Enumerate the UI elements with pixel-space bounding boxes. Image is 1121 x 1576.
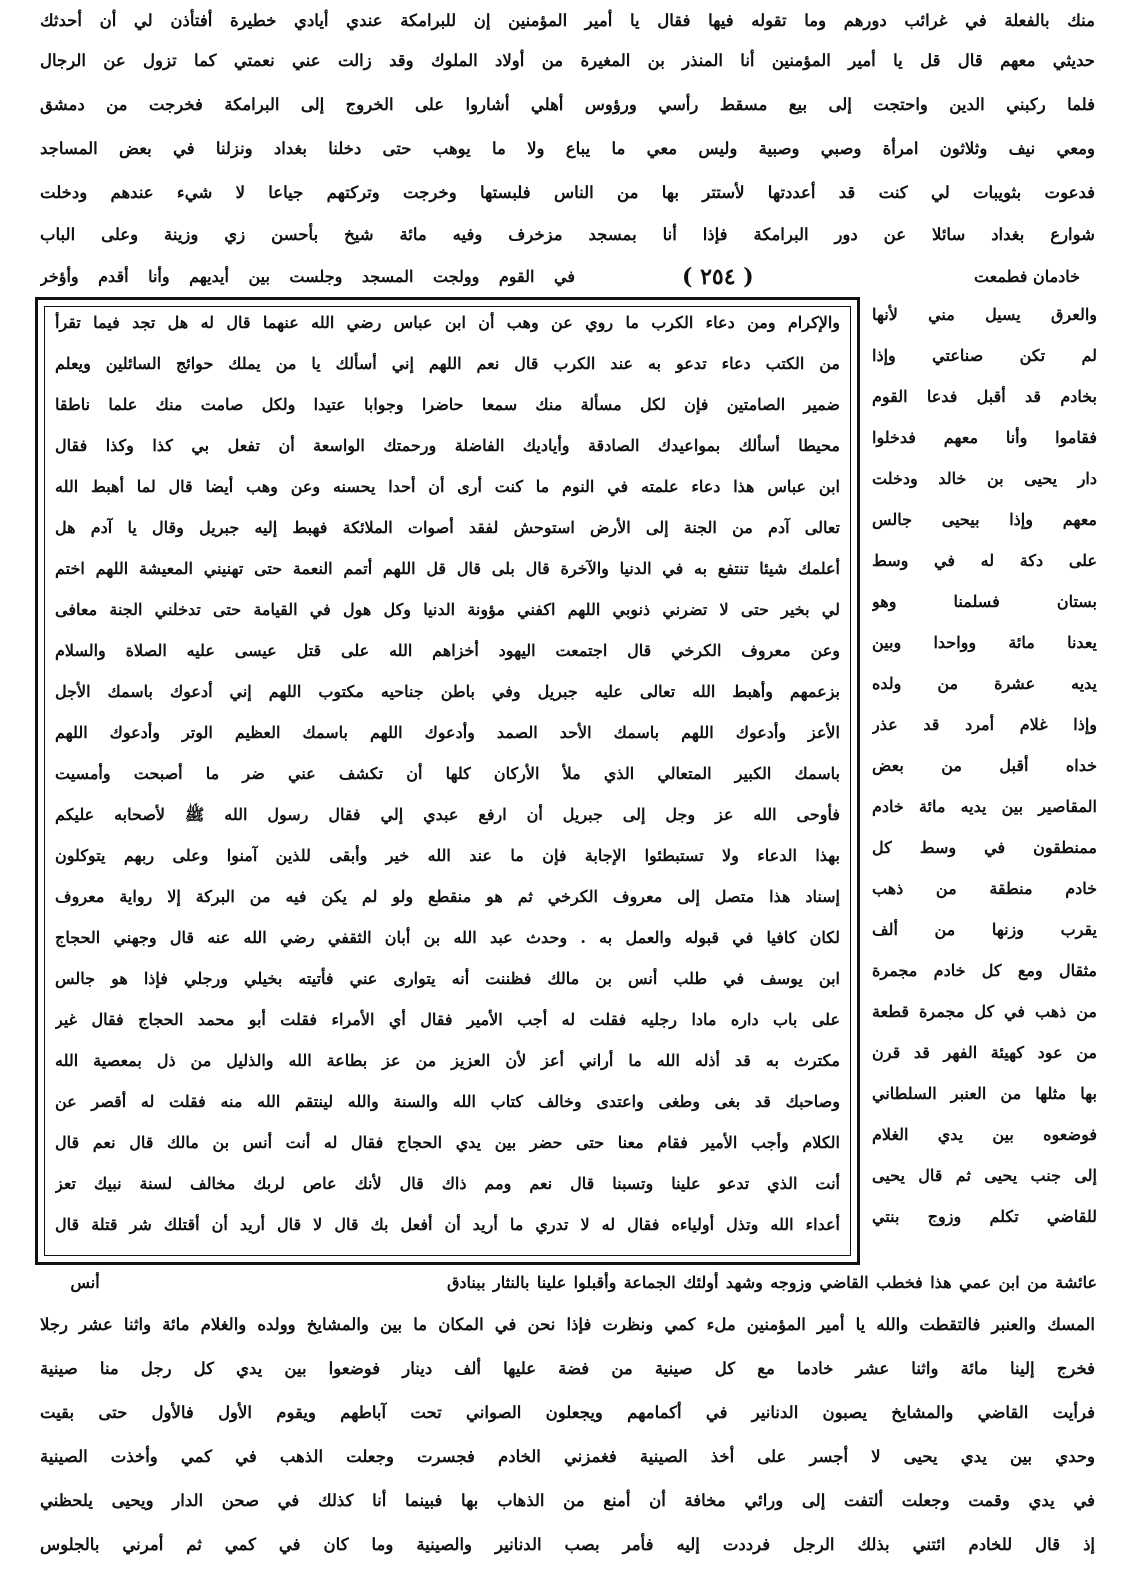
text-line: ومعي نيف وثلاثون امرأة وصبي وصبية وليس معي ما يباع ولا ما يوهب حتى دخلنا بغداد ونزلنا في بعض المساجد [40, 139, 1095, 158]
box-line: مكترث به قد أذله الله ما أراني أعز لأن العزيز من عز بطاعة الله والذليل من ذل بمعصية الله [55, 1051, 840, 1070]
side-line: فوضعوه بين يدي الغلام [872, 1125, 1097, 1144]
running-header [40, 262, 1097, 294]
side-line: من عود كهيئة الفهر قد قرن [872, 1043, 1097, 1062]
page-number: ( ٢٥٤ ) [682, 264, 754, 290]
box-line: وصاحبك قد بغى وطغى واعتدى وخالف كتاب الله والسنة والله لينتقم الله منه فقلت له أقصر عن [55, 1092, 840, 1111]
side-line: معهم وإذا بيحيى جالس [872, 510, 1097, 529]
box-line: ابن يوسف في طلب أنس بن مالك فظننت أنه يتوارى عني فأتيته بخيلي ورجلي فإذا هو جالس [55, 969, 840, 988]
text-line: إذ قال للخادم ائتني بذلك الرجل فرددت إليه فأمر بصب الدنانير والصينية وما كان في كمي ثم أمرني بالجلوس [40, 1535, 1095, 1554]
box-line: محيطا أسألك بمواعيدك الصادقة وأياديك الفاضلة ورحمتك الواسعة أن تفعل بي كذا وكذا فقال [55, 436, 840, 455]
side-line: بها مثلها من العنبر السلطاني [872, 1084, 1097, 1103]
text-line: وحدي بين يدي يحيى لا أجسر على أخذ الصينية فغمزني الخادم فجسرت وجعلت الذهب في كمي وأخذت الصينية [40, 1447, 1095, 1466]
box-line: لي بخير حتى لا تضرني ذنوبي اللهم اكفني مؤونة الدنيا وكل هول في القيامة حتى تدخلني الجنة معافى [55, 600, 840, 619]
side-line: وإذا غلام أمرد قد عذر [872, 715, 1097, 734]
text-line: شوارع بغداد سائلا عن دور البرامكة فإذا أنا بمسجد مزخرف وفيه مائة شيخ بأحسن زي وزينة وعلى الباب [40, 225, 1095, 244]
box-line: ضمير الصامتين فإن لكل مسألة منك سمعا حاضرا وجوابا عتيدا ولكل صامت منك علما ناطقا [55, 395, 840, 414]
side-line: ممنطقون في وسط كل [872, 838, 1097, 857]
text-line: حديثي معهم قال قل يا أمير المؤمنين أنا المنذر بن المغيرة من أولاد الملوك وقد زالت عني نعمتي كما تزول عن الرجال [40, 51, 1095, 70]
box-line: ابن عباس هذا دعاء علمته في النوم ما كنت أرى أن أحدا يحسنه وعن وهب أيضا قال لما أهبط الله [55, 477, 840, 496]
box-line: أعلمك شيئا تنتفع به في الدنيا والآخرة قال بلى قال قل اللهم أتمم النعمة حتى تهنيني المعيشة اللهم اختم [55, 559, 840, 578]
text-line: فرأيت القاضي والمشايخ يصبون الدنانير في أكمامهم ويجعلون الصواني تحت آباطهم ويقوم الأول فالأول حتى بقيت [40, 1403, 1095, 1422]
side-line: من ذهب في كل مجمرة قطعة [872, 1002, 1097, 1021]
side-line: خداه أقبل من بعض [872, 756, 1097, 775]
side-line: مثقال ومع كل خادم مجمرة [872, 961, 1097, 980]
text-line: المسك والعنبر فالتقطت والله يا أمير المؤمنين ملء كمي ونظرت فإذا نحن في المكان ما بين والمشايخ وولده والغلام مائة واثنا عشر رجلا [40, 1315, 1095, 1334]
box-line: والإكرام ومن دعاء الكرب ما روي عن وهب أن ابن عباس رضي الله عنهما قال له هل تجد فيما تقرأ [55, 313, 840, 332]
text-line: فخرج إلينا مائة واثنا عشر خادما مع كل صينية من فضة عليها ألف دينار فوضعوا بين يدي كل رجل منا صينية [40, 1359, 1095, 1378]
box-line: بزعمهم وأهبط الله تعالى عليه جبريل وفي باطن جناحيه مكتوب اللهم إني أدعوك باسمك الأجل [55, 682, 840, 701]
side-line: إلى جنب يحيى ثم قال يحيى [872, 1166, 1097, 1185]
box-line: على باب داره مادا رجليه فقلت له أجب الأمير فقال أي الأمراء فقلت أبو محمد الحجاج فقال غير [55, 1010, 840, 1029]
text-line: فلما ركبني الدين واحتجت إلى بيع مسقط رأسي ورؤوس أهلي أشاروا على الخروج إلى البرامكة فخرجت من دمشق [40, 95, 1095, 114]
box-line: باسمك الكبير المتعالي الذي ملأ الأركان كلها أن تكشف عني ضر ما أصبحت وأمسيت [55, 764, 840, 783]
text-line: في يدي وقمت وجعلت ألتفت إلى ورائي مخافة أن أمنع من الذهاب بها فبينما أنا كذلك في صحن الدار ويحيى يلحظني [40, 1491, 1095, 1510]
box-line: بهذا الدعاء ولا تستبطئوا الإجابة فإن ما عند الله خير وأبقى للذين آمنوا وعلى ربهم يتوكلون [55, 846, 840, 865]
box-line: فأوحى الله عز وجل إلى جبريل أن ارفع عبدي إلي فقال رسول الله ﷺ لأصحابه عليكم [55, 805, 840, 824]
side-line: المقاصير بين يديه مائة خادم [872, 797, 1097, 816]
box-line: أعداء الله وتذل أولياءه فقال له لا تدري ما أريد أن أفعل بك قال لا قال أريد أن أقتلك شر قتلة قال [55, 1215, 840, 1234]
side-line: يديه عشرة من ولده [872, 674, 1097, 693]
footer-catchword: أنس [70, 1273, 100, 1292]
side-line: بخادم قد أقبل فدعا القوم [872, 387, 1097, 406]
box-line: إسناد هذا متصل إلى معروف الكرخي ثم هو منقطع ولو لم يكن فيه من البركة إلا رواية معروف [55, 887, 840, 906]
box-line: وعن معروف الكرخي قال اجتمعت اليهود أخزاهم الله على قتل عيسى عليه الصلاة والسلام [55, 641, 840, 660]
side-line: يعدنا مائة وواحدا وبين [872, 633, 1097, 652]
box-line: تعالى آدم من الجنة إلى الأرض استوحش لفقد أصوات الملائكة فهبط إليه جبريل وقال يا آدم هل [55, 518, 840, 537]
side-line: على دكة له في وسط [872, 551, 1097, 570]
box-footer-line [40, 1268, 1097, 1298]
side-line: خادم منطقة من ذهب [872, 879, 1097, 898]
box-line: من الكتب دعاء تدعو به عند الكرب قال نعم اللهم إني أسألك يا من يملك حوائج السائلين ويعلم [55, 354, 840, 373]
box-line: لكان كافيا في قبوله والعمل به . وحدث عبد الله بن أبان الثقفي رضي الله عنه قال وجهني الحجاج [55, 928, 840, 947]
side-line: فقاموا وأنا معهم فدخلوا [872, 428, 1097, 447]
text-line: منك بالفعلة في غرائب دورهم وما تقوله فيها فقال يا أمير المؤمنين إن للبرامكة عندي أيادي خطيرة أفتأذن لي أن أحدثك [40, 11, 1095, 30]
side-line: بستان فسلمنا وهو [872, 592, 1097, 611]
header-right-text: خادمان فطمعت [973, 267, 1081, 286]
box-line: الكلام وأجب الأمير فقام معنا حتى حضر بين يدي الحجاج فقال له أنت أنس بن مالك قال نعم قال [55, 1133, 840, 1152]
side-line: دار يحيى بن خالد ودخلت [872, 469, 1097, 488]
side-line: لم تكن صناعتي وإذا [872, 346, 1097, 365]
side-line: يقرب وزنها من ألف [872, 920, 1097, 939]
side-line: للقاضي تكلم وزوج بنتي [872, 1207, 1097, 1226]
footer-main-text: عائشة من ابن عمي هذا فخطب القاضي وزوجه وشهد أولئك الجماعة وأقبلوا علينا بالنثار ببنادق [447, 1273, 1097, 1292]
header-left-text: في القوم وولجت المسجد وجلست بين أيديهم وأنا أقدم وأؤخر [40, 267, 575, 286]
box-line: أنت الذي تدعو علينا وتسبنا قال نعم ومم ذاك قال لأنك عاص لربك مخالف لسنة نبيك تعز [55, 1174, 840, 1193]
side-line: والعرق يسيل مني لأنها [872, 305, 1097, 324]
box-line: الأعز وأدعوك اللهم باسمك الأحد الصمد وأدعوك اللهم باسمك العظيم الوتر وأدعوك اللهم [55, 723, 840, 742]
text-line: فدعوت بثويبات لي كنت قد أعددتها لأستتر بها من الناس فلبستها وخرجت وتركتهم جياعا لا شيء عندهم ودخلت [40, 183, 1095, 202]
